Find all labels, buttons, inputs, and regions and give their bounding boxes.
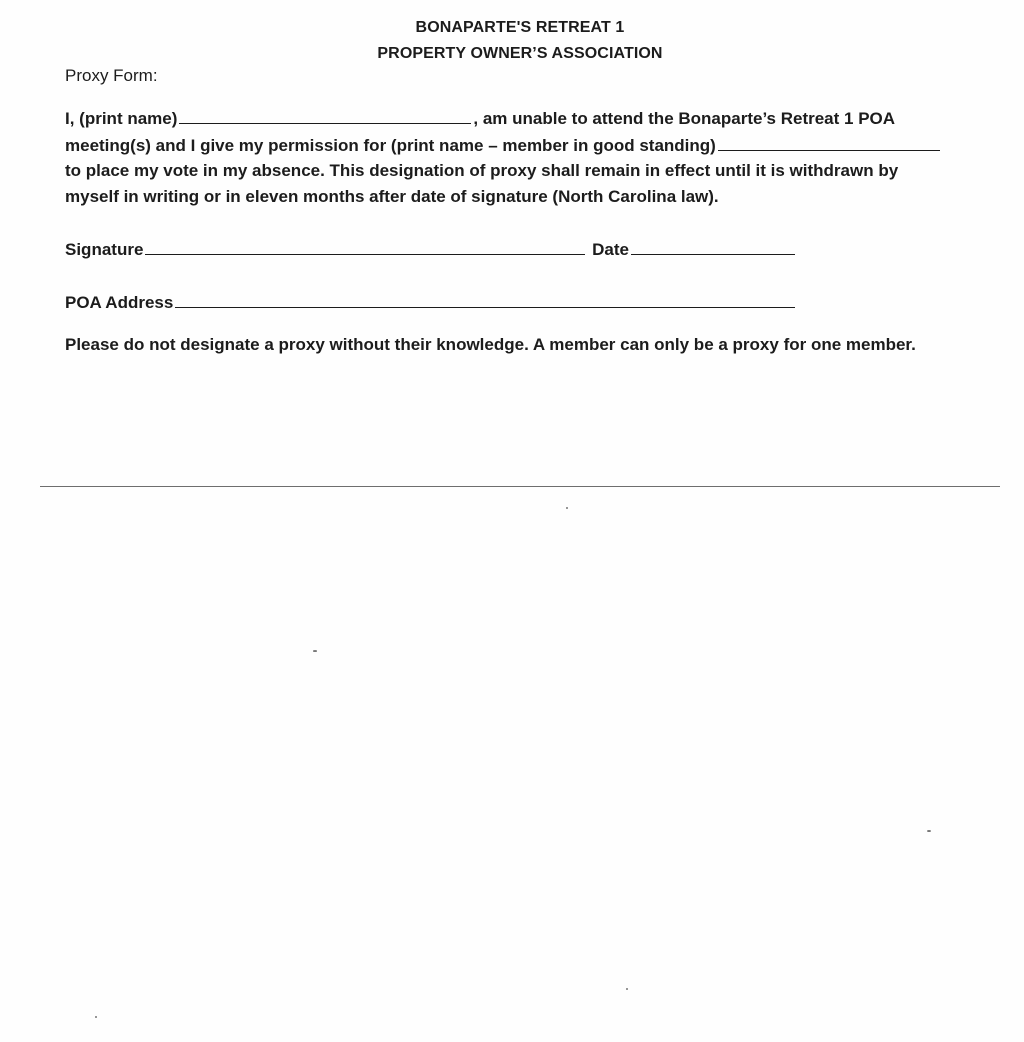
address-field[interactable]	[175, 291, 795, 308]
signature-label: Signature	[65, 240, 144, 259]
page-divider	[40, 486, 1000, 487]
proxy-statement-line-4: myself in writing or in eleven months after date of signature (North Carolina law).	[65, 187, 719, 206]
proxy-notice: Please do not designate a proxy without their knowledge. A member can only be a proxy for one member.	[65, 335, 916, 354]
signature-field[interactable]	[145, 238, 585, 255]
proxy-statement-line-2	[65, 134, 942, 156]
signature-row	[65, 238, 797, 260]
form-label: Proxy Form:	[65, 66, 158, 85]
address-label: POA Address	[65, 293, 174, 312]
scan-speck	[927, 830, 931, 832]
proxy-statement-line-3: to place my vote in my absence. This designation of proxy shall remain in effect until it is withdrawn by	[65, 161, 899, 180]
print-name-field[interactable]	[179, 107, 471, 124]
scan-speck	[313, 650, 317, 652]
association-subtitle: PROPERTY OWNER’S ASSOCIATION	[377, 45, 663, 62]
statement-continuation: , am unable to attend the Bonaparte’s Retreat 1 POA	[473, 109, 896, 128]
print-name-label: I, (print name)	[65, 109, 178, 128]
proxy-statement-line-1	[65, 107, 895, 129]
proxy-member-label: meeting(s) and I give my permission for (print name – member in good standing)	[65, 136, 716, 155]
date-field[interactable]	[631, 238, 795, 255]
date-label: Date	[592, 240, 629, 259]
scan-speck	[626, 988, 628, 990]
scan-speck	[95, 1016, 97, 1018]
association-name: BONAPARTE'S RETREAT 1	[415, 19, 625, 36]
proxy-member-name-field[interactable]	[718, 134, 940, 151]
scan-speck	[566, 507, 568, 509]
address-row	[65, 291, 797, 313]
